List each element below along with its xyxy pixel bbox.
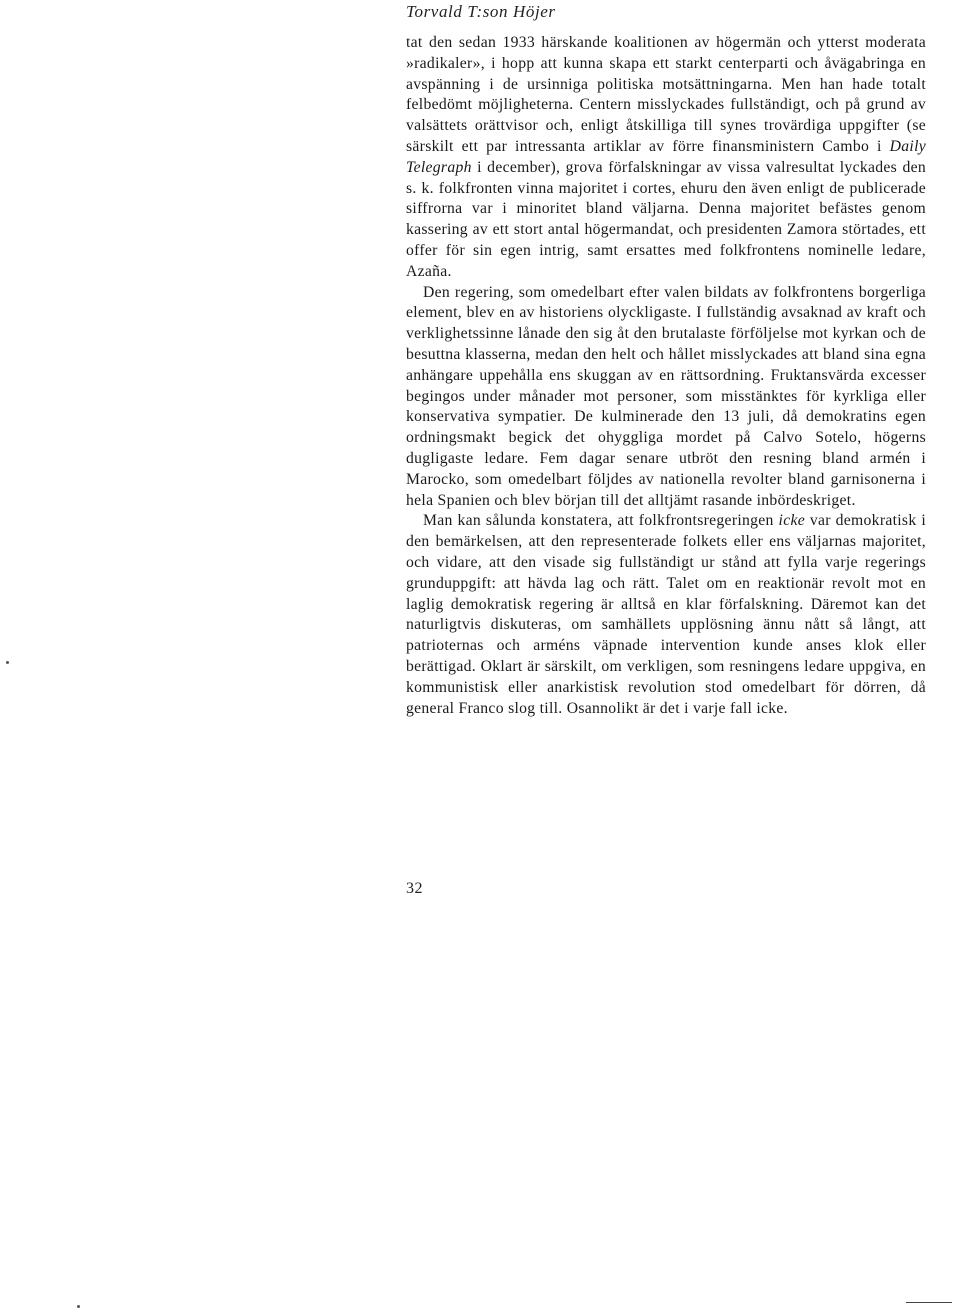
running-head: Torvald T:son Höjer [406, 2, 556, 21]
body-text [406, 33, 926, 719]
scan-speck [6, 661, 9, 664]
paragraph-2: Den regering, som omedelbart efter valen bildats av folkfrontens borgerliga element, blev en av historiens olyckligaste. I fullständig avsaknad av kraft och verklighetssinne lånade den sig åt den brutalaste förföljelse mot kyrkan och de besuttna klasserna, medan den helt och hållet misslyckades att bland sina egna anhängare uppehålla ens skuggan av en rättsordning. Fruktansvärda excesser begingos under månader mot personer, som misstänktes för kyrkliga eller konservativa sympatier. De kulminerade den 13 juli, då demokratins egen ordningsmakt begick det ohyggliga mordet på Calvo Sotelo, högerns dugligaste ledare. Fem dagar senare utbröt den resning bland armén i Marocko, som omedelbart följdes av nationella revolter bland garnisonerna i hela Spanien och blev början till det alltjämt rasande inbördeskriget. [406, 283, 926, 509]
paragraph-3-text-a: Man kan sålunda konstatera, att folkfrontsregeringen [423, 512, 779, 530]
paragraph-3 [406, 511, 926, 719]
newspaper-title: Daily Telegraph [406, 137, 926, 176]
page-number: 32 [406, 880, 423, 897]
paragraph-1 [406, 33, 926, 283]
paragraph-1-text-b: i december), grova förfalskningar av vissa valresultat lyckades den s. k. folkfronten vinna majoritet i cortes, ehuru den även enligt de publicerade siffrorna var i minoritet bland väljarna. Denna majoritet befästes genom kassering av ett stort antal högermandat, och presidenten Zamora störtades, ett offer för sin egen intrig, samt ersattes med folkfrontens nominelle ledare, Azaña. [406, 158, 926, 280]
paragraph-1-text-a: tat den sedan 1933 härskande koalitionen av högermän och ytterst moderata »radikaler», i hopp att kunna skapa ett starkt centerparti och åvägabringa en avspänning i de ursinniga politiska motsättningarna. Men han hade totalt felbedömt möjligheterna. Centern misslyckades fullständigt, och på grund av valsättets orättvisor och, enligt åtskilliga till synes trovärdiga uppgifter (se särskilt ett par intressanta artiklar av förre finansministern Cambo i [406, 34, 926, 155]
emphasis-icke: icke [778, 512, 805, 530]
scan-speck [77, 1305, 80, 1308]
scan-mark [906, 1302, 952, 1303]
paragraph-3-text-b: var demokratisk i den bemärkelsen, att den representerade folkets eller ens väljarnas majoritet, och vidare, att den visade sig fullständigt ur stånd att fylla varje regerings grunduppgift: att hävda lag och rätt. Talet om en reaktionär revolt mot en laglig demokratisk regering är alltså en klar förfalskning. Däremot kan det naturligtvis diskuteras, om samhällets upplösning ännu nått så långt, att patrioternas och arméns väpnade intervention kunde anses klok eller berättigad. Oklart är särskilt, om verkligen, som resningens ledare uppgiva, en kommunistisk eller anarkistisk revolution stod omedelbart för dörren, då general Franco slog till. Osannolikt är det i varje fall icke. [406, 512, 926, 717]
